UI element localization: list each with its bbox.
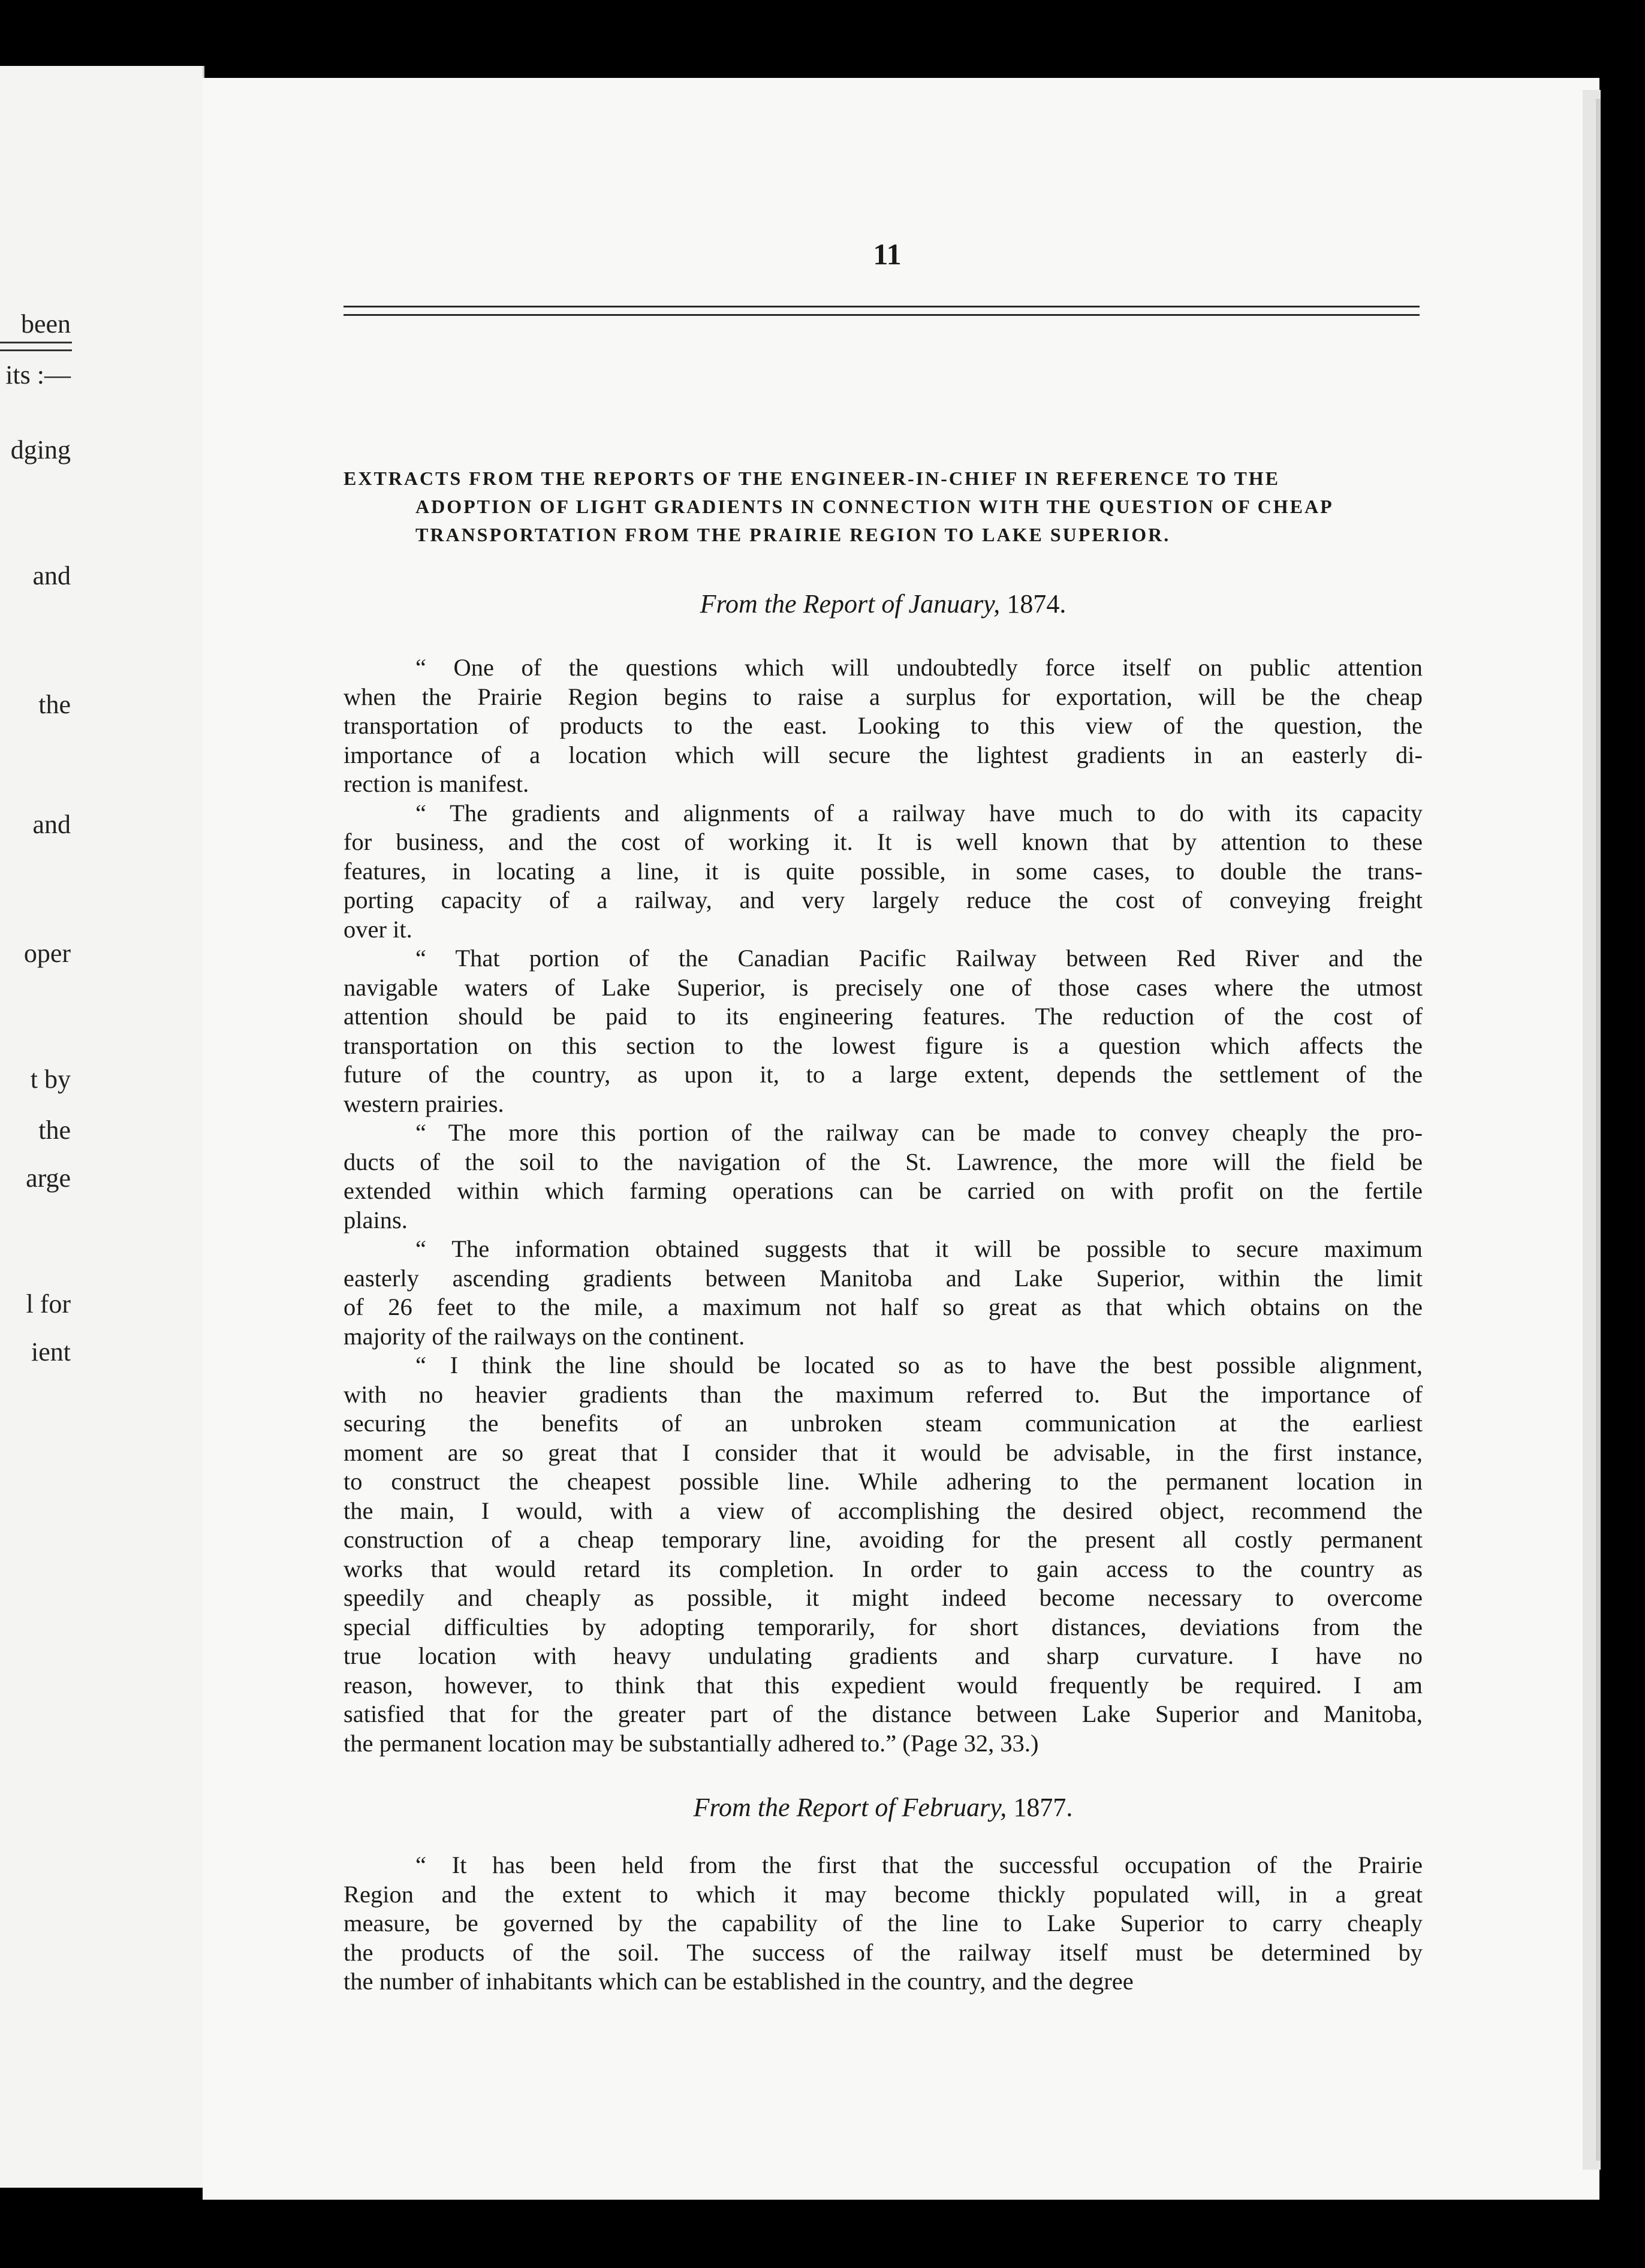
text-line: extended within which farming operations can be carried on with profit on the fertile bbox=[344, 1177, 1423, 1204]
text-line: “ The more this portion of the railway can be made to convey cheaply the pro- bbox=[415, 1119, 1423, 1146]
previous-page-text-fragment: and bbox=[32, 561, 71, 590]
text-line: features, in locating a line, it is quite possible, in some cases, to double the trans- bbox=[344, 857, 1423, 885]
paragraph bbox=[344, 799, 1423, 945]
text-line: the main, I would, with a view of accomplishing the desired object, recommend the bbox=[344, 1497, 1423, 1524]
text-line: securing the benefits of an unbroken steam communication at the earliest bbox=[344, 1410, 1423, 1437]
text-line: future of the country, as upon it, to a large extent, depends the settlement of the bbox=[344, 1061, 1423, 1088]
subhead-title: From the Report of January, bbox=[700, 589, 1001, 619]
text-line: for business, and the cost of working it. It is well known that by attention to these bbox=[344, 828, 1423, 855]
text-line: the number of inhabitants which can be established in the country, and the degree bbox=[344, 1968, 1134, 1995]
text-line: western prairies. bbox=[344, 1090, 504, 1117]
text-line: transportation on this section to the lowest figure is a question which affects the bbox=[344, 1032, 1423, 1059]
text-line: works that would retard its completion. In order to gain access to the country as bbox=[344, 1555, 1423, 1582]
previous-page-text-fragment: its :— bbox=[5, 360, 71, 390]
paragraph bbox=[344, 1351, 1423, 1758]
previous-page-text-fragment: been bbox=[20, 309, 71, 339]
text-line: rection is manifest. bbox=[344, 770, 529, 797]
text-line: ducts of the soil to the navigation of the St. Lawrence, the more will the field be bbox=[344, 1148, 1423, 1175]
text-line: “ The gradients and alignments of a railway have much to do with its capacity bbox=[415, 799, 1423, 827]
previous-page-text-fragment: dging bbox=[10, 435, 71, 465]
text-line: plains. bbox=[344, 1206, 408, 1233]
previous-page-text-fragment: the bbox=[38, 1115, 71, 1145]
heading-line: EXTRACTS FROM THE REPORTS OF THE ENGINEER-IN-CHIEF IN REFERENCE TO THE bbox=[344, 468, 1281, 489]
text-line: true location with heavy undulating gradients and sharp curvature. I have no bbox=[344, 1642, 1423, 1669]
text-line: to construct the cheapest possible line. While adhering to the permanent location in bbox=[344, 1468, 1423, 1495]
text-line: construction of a cheap temporary line, avoiding for the present all costly permanent bbox=[344, 1526, 1423, 1553]
paragraph bbox=[344, 653, 1423, 799]
subhead-title: From the Report of February, bbox=[693, 1793, 1007, 1822]
text-line: porting capacity of a railway, and very largely reduce the cost of conveying freight bbox=[344, 886, 1423, 913]
text-line: the permanent location may be substantially adhered to.” (Page 32, 33.) bbox=[344, 1729, 1039, 1757]
text-line: easterly ascending gradients between Manitoba and Lake Superior, within the limit bbox=[344, 1264, 1423, 1292]
text-line: importance of a location which will secure the lightest gradients in an easterly di- bbox=[344, 741, 1423, 768]
previous-page-text-fragment: l for bbox=[26, 1289, 71, 1319]
previous-page-text-fragment: arge bbox=[26, 1163, 71, 1193]
text-line: with no heavier gradients than the maximum referred to. But the importance of bbox=[344, 1380, 1423, 1408]
paragraph bbox=[344, 1851, 1423, 1996]
heading-line: ADOPTION OF LIGHT GRADIENTS IN CONNECTION WITH THE QUESTION OF CHEAP bbox=[415, 496, 1334, 517]
text-line: majority of the railways on the continent. bbox=[344, 1322, 745, 1350]
paragraph bbox=[344, 944, 1423, 1118]
text-line: transportation of products to the east. Looking to this view of the question, the bbox=[344, 712, 1423, 739]
text-line: measure, be governed by the capability of the line to Lake Superior to carry cheaply bbox=[344, 1910, 1423, 1937]
text-line: reason, however, to think that this expedient would frequently be required. I am bbox=[344, 1671, 1423, 1699]
text-line: “ That portion of the Canadian Pacific Railway between Red River and the bbox=[415, 945, 1423, 972]
page-number: 11 bbox=[873, 237, 902, 271]
text-line: “ The information obtained suggests that it will be possible to secure maximum bbox=[415, 1235, 1423, 1262]
text-line: when the Prairie Region begins to raise a surplus for exportation, will be the cheap bbox=[344, 683, 1423, 710]
text-line: attention should be paid to its engineering features. The reduction of the cost of bbox=[344, 1003, 1423, 1030]
text-line: satisfied that for the greater part of the distance between Lake Superior and Manitoba, bbox=[344, 1700, 1423, 1727]
previous-page-text-fragment: ient bbox=[31, 1337, 71, 1367]
paragraph bbox=[344, 1118, 1423, 1235]
report-subhead-february bbox=[344, 1792, 1423, 1823]
previous-page-text-fragment: t by bbox=[30, 1064, 71, 1094]
previous-page-rule bbox=[0, 342, 72, 351]
text-line: “ I think the line should be located so as to have the best possible alignment, bbox=[415, 1352, 1423, 1379]
text-line: the products of the soil. The success of the railway itself must be determined by bbox=[344, 1938, 1423, 1966]
paragraph bbox=[344, 1235, 1423, 1351]
text-line: over it. bbox=[344, 915, 412, 943]
text-line: of 26 feet to the mile, a maximum not half so great as that which obtains on the bbox=[344, 1293, 1423, 1320]
page-stack-edge bbox=[1596, 99, 1601, 2161]
subhead-year: 1874. bbox=[1007, 589, 1066, 619]
previous-page-text-fragment: oper bbox=[23, 939, 71, 968]
text-line: moment are so great that I consider that it would be advisable, in the first instance, bbox=[344, 1438, 1423, 1466]
previous-page-text-fragment: and bbox=[32, 810, 71, 839]
previous-page-text-fragment: the bbox=[38, 690, 71, 719]
header-rule bbox=[344, 306, 1420, 316]
text-line: special difficulties by adopting temporarily, for short distances, deviations from the bbox=[344, 1613, 1423, 1640]
text-line: navigable waters of Lake Superior, is precisely one of those cases where the utmost bbox=[344, 973, 1423, 1001]
text-line: Region and the extent to which it may become thickly populated will, in a great bbox=[344, 1880, 1423, 1908]
heading-line: TRANSPORTATION FROM THE PRAIRIE REGION TO LAKE SUPERIOR. bbox=[415, 524, 1171, 545]
report-subhead-january bbox=[344, 589, 1423, 619]
text-line: speedily and cheaply as possible, it might indeed become necessary to overcome bbox=[344, 1584, 1423, 1611]
text-line: “ It has been held from the first that the successful occupation of the Prairie bbox=[415, 1851, 1423, 1878]
section-heading bbox=[344, 465, 1423, 549]
subhead-year: 1877. bbox=[1013, 1793, 1073, 1822]
text-line: “ One of the questions which will undoubtedly force itself on public attention bbox=[415, 654, 1423, 681]
